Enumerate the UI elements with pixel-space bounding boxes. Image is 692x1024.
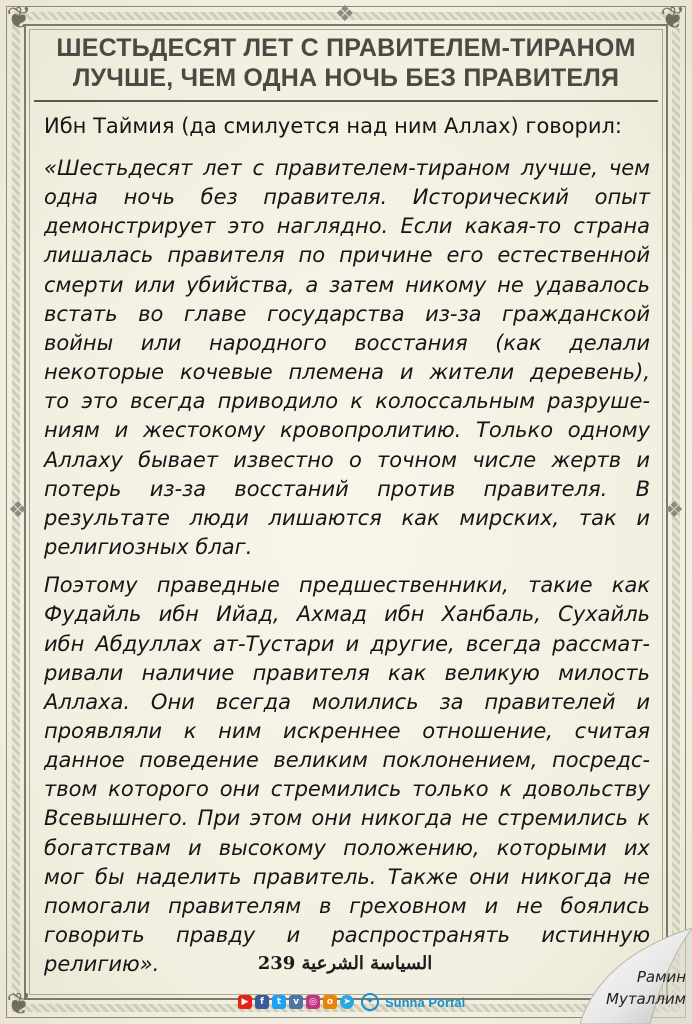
side-ornament-icon: ❖ [664, 498, 684, 523]
quote-line: демонстрирует это наглядно. Если какая-то страна [44, 214, 650, 239]
corner-ornament-icon: ❦ [660, 1, 686, 36]
quote-line: богатствам и высокому положению, которыми их [44, 835, 650, 860]
quote-line: Поэтому праведные предшественники, такие как [44, 573, 650, 598]
quote-paragraph-2 [44, 571, 650, 979]
quote-line: религию». [44, 952, 160, 977]
portal-name[interactable]: Sunna Portal [385, 994, 466, 1010]
quote-line: проявляли к ним искреннее отношение, считая [44, 718, 650, 743]
quote-paragraph-1 [44, 154, 650, 562]
quote-line: ривали наличие правителя как великую милость [44, 660, 650, 685]
quote-line: Аллаха. Они всегда молились за правителей и [44, 689, 650, 714]
quote-line: данное поведение великим поклонением, посредс- [44, 748, 650, 773]
quote-line: «Шестьдесят лет с правителем-тираном лучше, чем [44, 156, 650, 180]
corner-ornament-icon: ❦ [6, 1, 32, 36]
corner-ornament-icon: ❦ [6, 987, 32, 1022]
quote-line: некоторые кочевые племена и жители деревень), [44, 360, 650, 385]
title-line-1: ШЕСТЬДЕСЯТ ЛЕТ С ПРАВИТЕЛЕМ-ТИРАНОМ [56, 34, 636, 62]
quote-line: потерь из-за восстаний против правителя. В [44, 476, 650, 501]
page-title [40, 33, 652, 93]
youtube-icon[interactable]: ▶ [238, 995, 252, 1009]
author-last-name: Муталлим [606, 990, 686, 1008]
quote-line: результате люди лишаются как мирских, так и [44, 505, 650, 530]
quote-line: ибн Абдуллах ат-Тустари и другие, всегда рассмат- [44, 631, 650, 656]
facebook-icon[interactable]: f [255, 995, 269, 1009]
quote-line: религиозных благ. [44, 535, 253, 560]
quote-line: помогали правителям в греховном и не боялись [44, 893, 650, 918]
instagram-icon[interactable]: ◎ [306, 995, 320, 1009]
intro-text: Ибн Таймия (да смилуется над ним Аллах) говорил: [44, 114, 623, 138]
side-ornament-icon: ❖ [8, 498, 28, 523]
vk-icon[interactable]: v [289, 995, 303, 1009]
odnoklassniki-icon[interactable]: o [323, 995, 337, 1009]
source-reference: السياسة الشرعية 239 [257, 953, 433, 974]
social-links [238, 991, 465, 1013]
quote-body [44, 154, 650, 979]
quote-line: Фудайль ибн Ийад, Ахмад ибн Ханбаль, Сухайль [44, 602, 650, 627]
quote-line: мог бы наделить правитель. Также они никогда не [44, 864, 650, 889]
quote-line: твом которого они стремились только к довольству [44, 777, 650, 802]
quote-line: говорить правду и распространять истинную [44, 923, 650, 948]
twitter-icon[interactable]: t [272, 995, 286, 1009]
quote-line: войны или народного восстания (как делали [44, 330, 650, 355]
quote-line: Всевышнего. При этом они никогда не стремились к [44, 806, 650, 831]
author-first-name: Рамин [636, 968, 686, 986]
quote-line: лишалась правителя по причине его естественной [44, 243, 650, 268]
quote-line: одна ночь без правителя. Исторический опыт [44, 185, 650, 210]
quote-line: смерти или убийства, а затем никому не удавалось [44, 272, 650, 297]
author-signature [590, 966, 686, 1010]
quote-line: то это всегда приводило к колоссальным разруше- [44, 389, 650, 414]
quote-line: встать во главе государства из-за гражданской [44, 301, 650, 326]
quote-line: Аллаху бывает известно о точном числе жертв и [44, 447, 650, 472]
sunna-portal-logo-icon[interactable]: ✦ [361, 993, 379, 1011]
title-line-2: ЛУЧШЕ, ЧЕМ ОДНА НОЧЬ БЕЗ ПРАВИТЕЛЯ [72, 64, 620, 92]
top-ornament-icon: ❖ [335, 2, 355, 27]
telegram-icon[interactable]: ➤ [340, 995, 354, 1009]
title-divider [34, 100, 658, 102]
quote-line: ниям и жестокому кровопролитию. Только одному [44, 418, 650, 443]
